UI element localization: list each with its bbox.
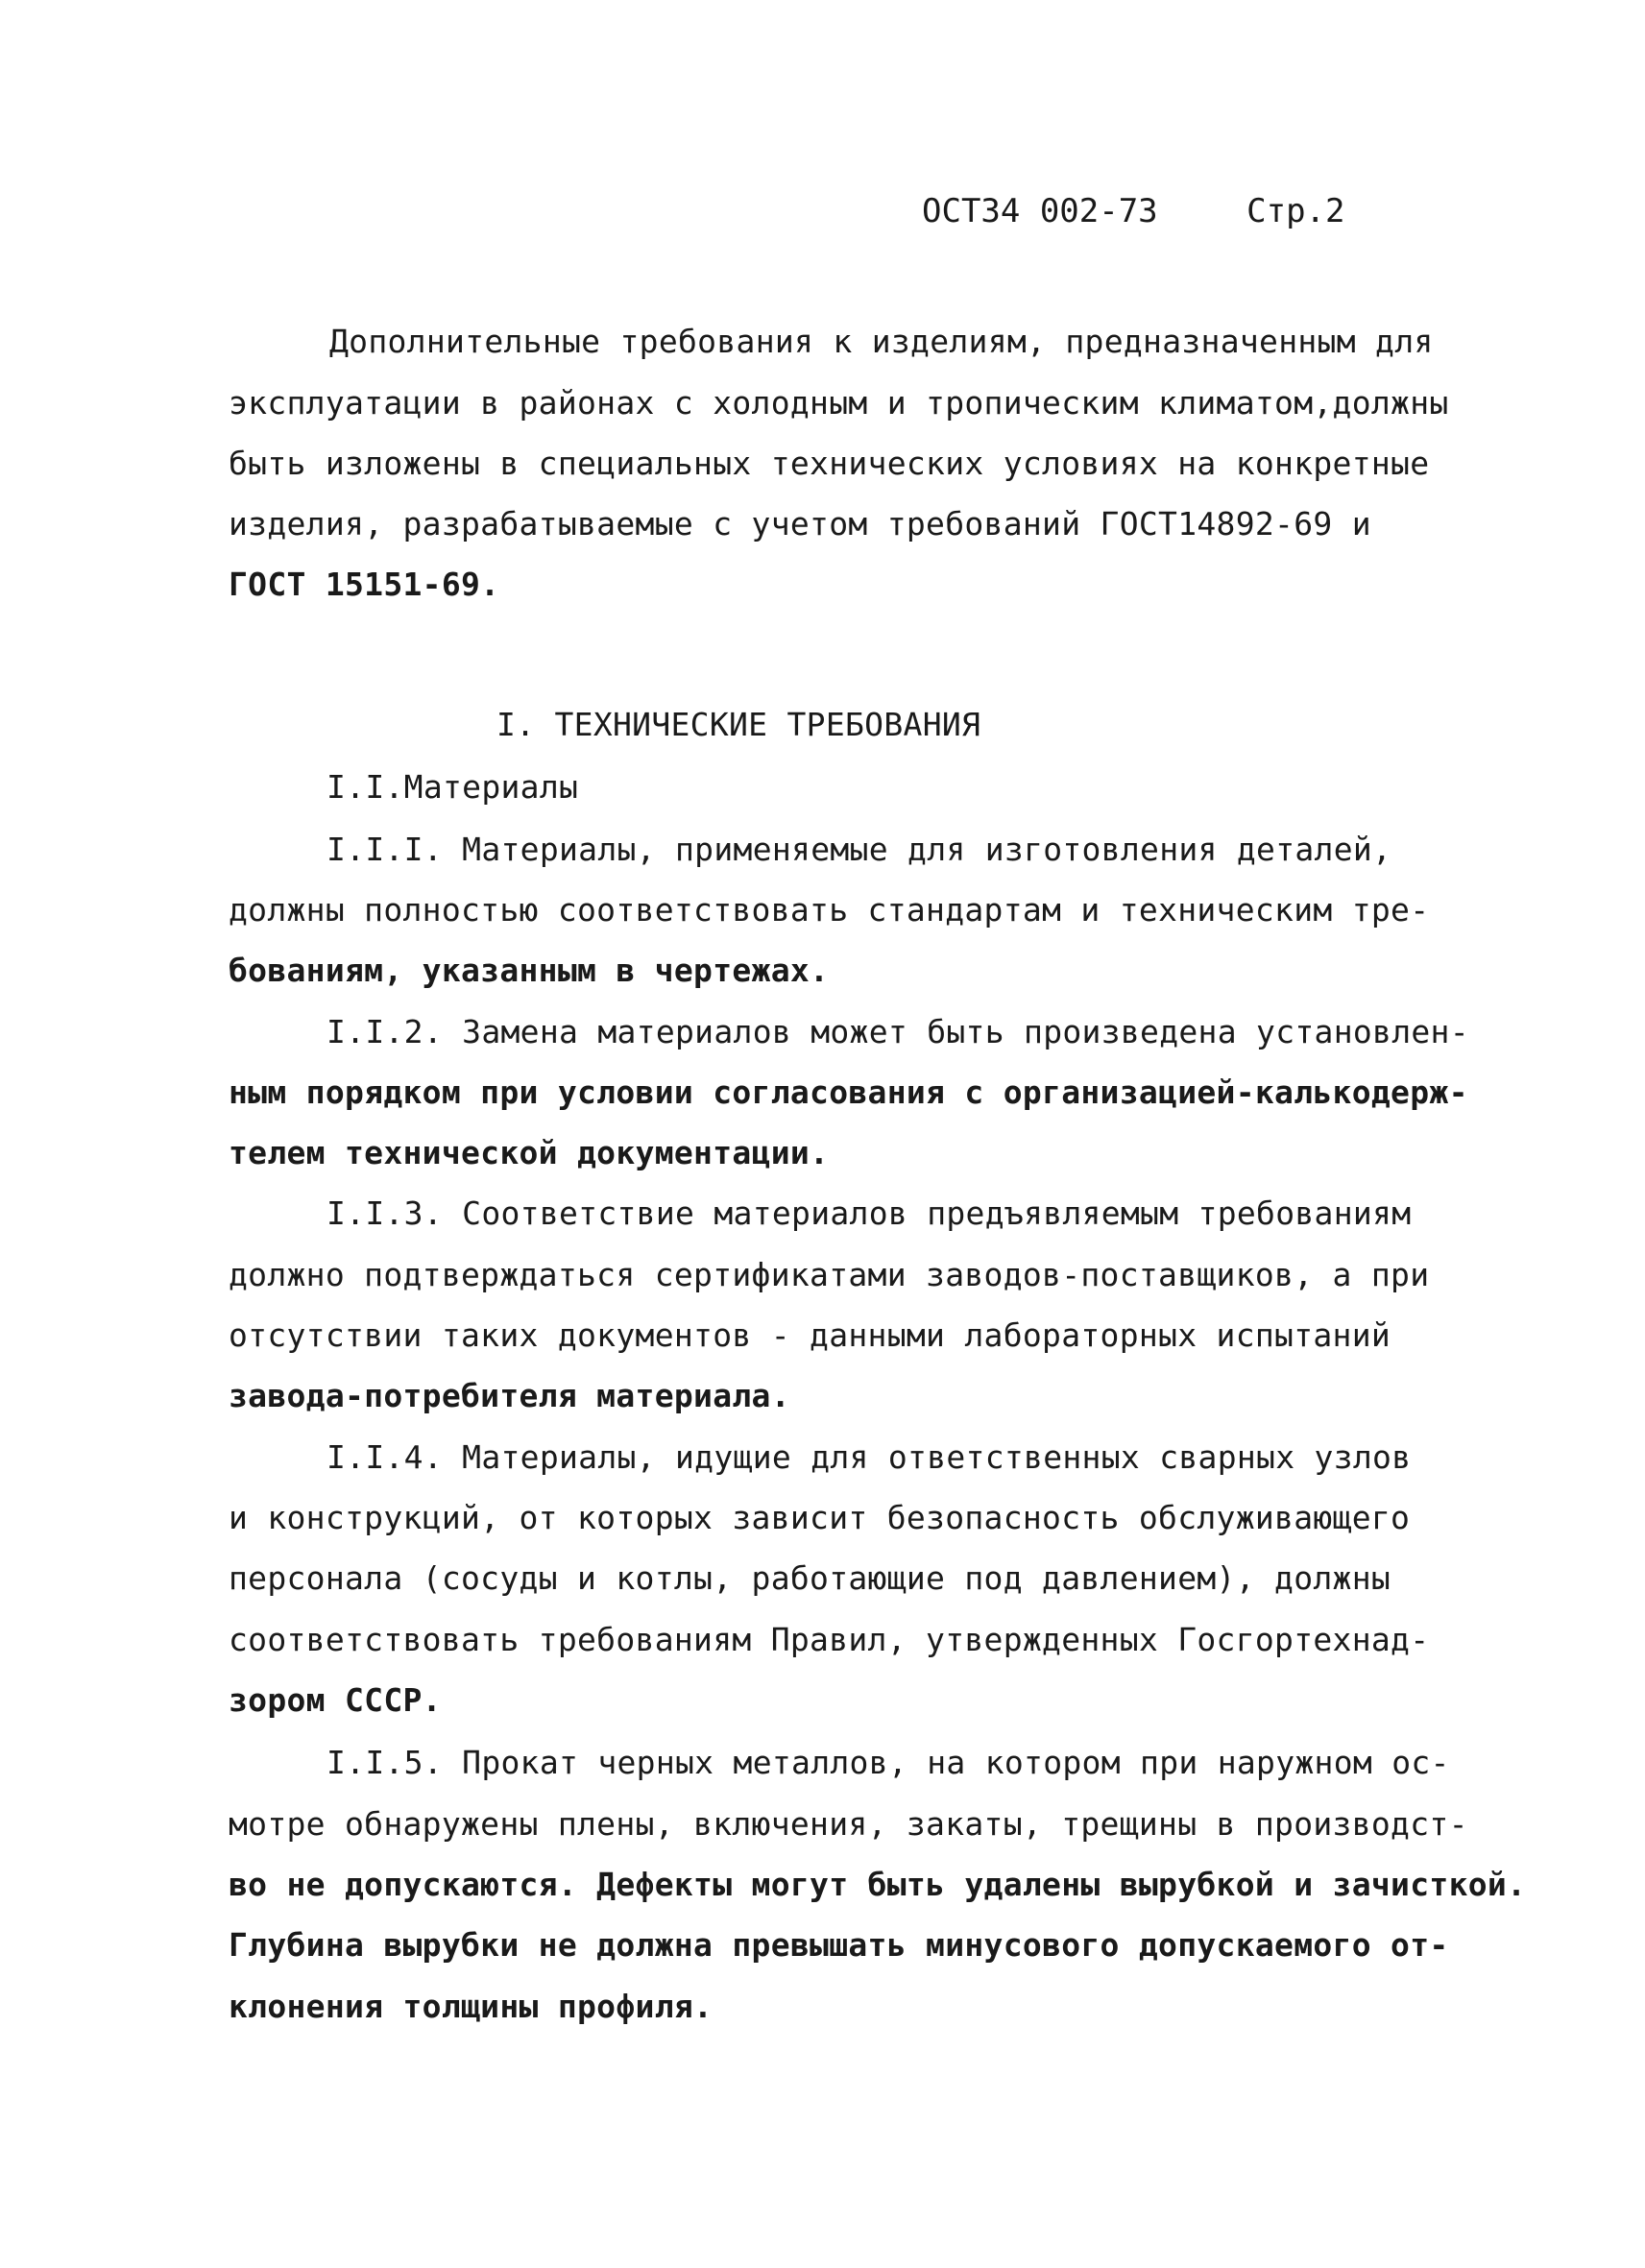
text-line: и конструкций, от которых зависит безопасность обслуживающего — [229, 1499, 1411, 1536]
text-line: ГОСТ 15151-69. — [229, 566, 500, 603]
text-line: клонения толщины профиля. — [229, 1988, 714, 2025]
page-number: Стр.2 — [1246, 192, 1345, 230]
text-line: должно подтверждаться сертификатами заводов-поставщиков, а при — [229, 1256, 1430, 1293]
section-heading: I. ТЕХНИЧЕСКИЕ ТРЕБОВАНИЯ — [496, 706, 981, 743]
text-line: I.I.2. Замена материалов может быть произведена установлен- — [327, 1013, 1469, 1050]
text-line: завода-потребителя материала. — [229, 1377, 790, 1414]
page-header — [922, 192, 1344, 230]
text-line: I.I.5. Прокат черных металлов, на котором при наружном ос- — [327, 1744, 1450, 1781]
text-line: I.I.I. Материалы, применяемые для изготовления деталей, — [327, 831, 1392, 868]
standard-code: ОСТ34 002-73 — [922, 192, 1158, 230]
text-line: должны полностью соответствовать стандартам и техническим тре- — [229, 891, 1430, 929]
text-line: ным порядком при условии согласования с организацией-калькодерж- — [229, 1074, 1468, 1111]
text-line: мотре обнаружены плены, включения, закаты, трещины в производст- — [229, 1805, 1468, 1843]
text-line: телем технической документации. — [229, 1134, 830, 1171]
text-line: персонала (сосуды и котлы, работающие под давлением), должны — [229, 1559, 1391, 1597]
text-line: соответствовать требованиям Правил, утвержденных Госгортехнад- — [229, 1621, 1430, 1658]
text-line: зором СССР. — [229, 1681, 442, 1719]
text-line: быть изложены в специальных технических условиях на конкретные — [229, 445, 1430, 482]
text-line: отсутствии таких документов - данными лабораторных испытаний — [229, 1316, 1391, 1354]
text-line: I.I.3. Соответствие материалов предъявляемым требованиям — [327, 1194, 1412, 1232]
text-line: изделия, разрабатываемые с учетом требований ГОСТ14892-69 и — [229, 505, 1371, 543]
text-line: бованиям, указанным в чертежах. — [229, 952, 830, 989]
text-line: Глубина вырубки не должна превышать минусового допускаемого от- — [229, 1926, 1449, 1964]
text-line: Дополнительные требования к изделиям, предназначенным для — [329, 323, 1434, 360]
text-line: I.I.4. Материалы, идущие для ответственных сварных узлов — [327, 1438, 1412, 1476]
text-line: эксплуатации в районах с холодным и тропическим климатом,должны — [229, 384, 1449, 422]
text-line: во не допускаются. Дефекты могут быть удалены вырубкой и зачисткой. — [229, 1866, 1527, 1903]
subsection-heading: I.I.Материалы — [327, 768, 579, 806]
